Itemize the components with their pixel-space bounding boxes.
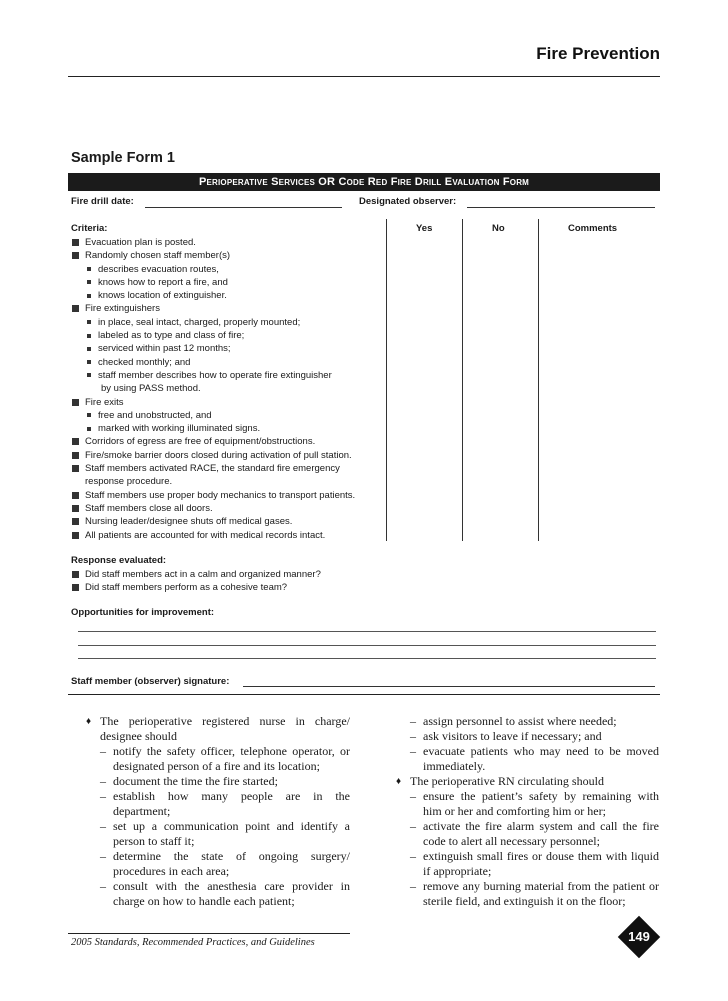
criteria-item: knows how to report a fire, and: [71, 276, 391, 289]
section-separator: [68, 694, 660, 695]
response-list: [71, 568, 321, 595]
criteria-item: All patients are accounted for with medical records intact.: [71, 529, 391, 542]
body-dash-item: – set up a communication point and identify a person to staff it;: [100, 819, 350, 848]
dash-marker-icon: –: [100, 744, 106, 758]
body-dash-item: – evacuate patients who may need to be moved immediately.: [410, 744, 659, 773]
criteria-item: staff member describes how to operate fire extinguisher: [71, 369, 391, 382]
criteria-item: checked monthly; and: [71, 356, 391, 369]
signature-field[interactable]: [243, 686, 655, 687]
criteria-item: in place, seal intact, charged, properly mounted;: [71, 316, 391, 329]
criteria-item: Nursing leader/designee shuts off medical gases.: [71, 515, 391, 528]
criteria-item: Staff members use proper body mechanics to transport patients.: [71, 489, 391, 502]
small-square-bullet-icon: [87, 280, 91, 284]
diamond-bullet-icon: ♦: [86, 716, 92, 727]
dash-marker-icon: –: [410, 729, 416, 743]
column-header-no: No: [492, 223, 505, 234]
body-dash-item: – notify the safety officer, telephone operator, or designated person of a fire and its location;: [100, 744, 350, 773]
criteria-item: Evacuation plan is posted.: [71, 236, 391, 249]
square-bullet-icon: [72, 305, 79, 312]
body-dash-item: – ensure the patient’s safety by remaining with him or her and comforting him or her;: [410, 789, 659, 818]
small-square-bullet-icon: [87, 267, 91, 271]
criteria-list: [71, 236, 391, 542]
footer-rule: [68, 933, 350, 934]
header-rule: [68, 76, 660, 77]
opportunities-label: Opportunities for improvement:: [71, 607, 215, 618]
square-bullet-icon: [72, 505, 79, 512]
square-bullet-icon: [72, 239, 79, 246]
square-bullet-icon: [72, 465, 79, 472]
body-dash-item: – extinguish small fires or douse them with liquid if appropriate;: [410, 849, 659, 878]
body-dash-item: – consult with the anesthesia care provider in charge on how to handle each patient;: [100, 879, 350, 908]
criteria-item: serviced within past 12 months;: [71, 342, 391, 355]
body-column-right: [396, 714, 659, 909]
body-dash-item: – document the time the fire started;: [100, 774, 278, 788]
fire-drill-date-field[interactable]: [145, 207, 342, 208]
body-dash-item: – ask visitors to leave if necessary; and: [410, 729, 602, 743]
footer-text: 2005 Standards, Recommended Practices, and Guidelines: [71, 937, 315, 948]
square-bullet-icon: [72, 584, 79, 591]
small-square-bullet-icon: [87, 294, 91, 298]
form-banner: Perioperative Services OR Code Red Fire Drill Evaluation Form: [68, 173, 660, 191]
signature-label: Staff member (observer) signature:: [71, 676, 230, 687]
opportunities-line-3[interactable]: [78, 658, 656, 659]
dash-marker-icon: –: [410, 849, 416, 863]
square-bullet-icon: [72, 438, 79, 445]
criteria-item: by using PASS method.: [101, 383, 201, 395]
dash-marker-icon: –: [410, 789, 416, 803]
opportunities-line-1[interactable]: [78, 631, 656, 632]
criteria-item: Corridors of egress are free of equipment/obstructions.: [71, 435, 391, 448]
dash-marker-icon: –: [410, 879, 416, 893]
response-item: Did staff members act in a calm and organized manner?: [71, 568, 321, 581]
body-bullet-item: ♦ The perioperative registered nurse in charge/ designee should: [86, 714, 350, 743]
criteria-item: response procedure.: [85, 476, 173, 488]
page-header-title: Fire Prevention: [536, 44, 660, 63]
dash-marker-icon: –: [410, 714, 416, 728]
criteria-label: Criteria:: [71, 223, 108, 234]
criteria-item: Randomly chosen staff member(s): [71, 249, 391, 262]
dash-marker-icon: –: [100, 879, 106, 893]
small-square-bullet-icon: [87, 334, 91, 338]
column-divider-2: [462, 219, 463, 541]
small-square-bullet-icon: [87, 347, 91, 351]
column-header-yes: Yes: [416, 223, 433, 234]
body-dash-item: – activate the fire alarm system and call the fire code to alert all necessary personnel;: [410, 819, 659, 848]
small-square-bullet-icon: [87, 360, 91, 364]
criteria-item: Fire extinguishers: [71, 302, 391, 315]
body-bullet-item: ♦ The perioperative RN circulating should: [396, 774, 604, 788]
response-evaluated-label: Response evaluated:: [71, 555, 167, 566]
criteria-item: Fire/smoke barrier doors closed during activation of pull station.: [71, 449, 391, 462]
fire-drill-date-label: Fire drill date:: [71, 196, 134, 207]
diamond-bullet-icon: ♦: [396, 776, 402, 787]
square-bullet-icon: [72, 518, 79, 525]
form-title: Sample Form 1: [71, 150, 175, 166]
square-bullet-icon: [72, 532, 79, 539]
body-column-left: [86, 714, 350, 909]
body-dash-item: – assign personnel to assist where needed;: [410, 714, 617, 728]
small-square-bullet-icon: [87, 320, 91, 324]
criteria-item: Staff members close all doors.: [71, 502, 391, 515]
square-bullet-icon: [72, 252, 79, 259]
body-dash-item: – establish how many people are in the department;: [100, 789, 350, 818]
criteria-item: describes evacuation routes,: [71, 263, 391, 276]
square-bullet-icon: [72, 452, 79, 459]
opportunities-line-2[interactable]: [78, 645, 656, 646]
designated-observer-label: Designated observer:: [359, 196, 457, 207]
criteria-item: labeled as to type and class of fire;: [71, 329, 391, 342]
small-square-bullet-icon: [87, 413, 91, 417]
column-divider-3: [538, 219, 539, 541]
square-bullet-icon: [72, 571, 79, 578]
criteria-item: free and unobstructed, and: [71, 409, 391, 422]
dash-marker-icon: –: [410, 744, 416, 758]
dash-marker-icon: –: [100, 774, 106, 788]
square-bullet-icon: [72, 399, 79, 406]
column-header-comments: Comments: [568, 223, 618, 234]
dash-marker-icon: –: [100, 849, 106, 863]
dash-marker-icon: –: [410, 819, 416, 833]
response-item: Did staff members perform as a cohesive team?: [71, 581, 321, 594]
page-number: 149: [628, 929, 650, 944]
criteria-item: Staff members activated RACE, the standard fire emergency: [71, 462, 391, 475]
dash-marker-icon: –: [100, 789, 106, 803]
dash-marker-icon: –: [100, 819, 106, 833]
small-square-bullet-icon: [87, 373, 91, 377]
small-square-bullet-icon: [87, 427, 91, 431]
criteria-item: knows location of extinguisher.: [71, 289, 391, 302]
square-bullet-icon: [72, 492, 79, 499]
criteria-item: marked with working illuminated signs.: [71, 422, 391, 435]
body-dash-item: – determine the state of ongoing surgery/ procedures in each area;: [100, 849, 350, 878]
body-dash-item: – remove any burning material from the patient or sterile field, and extinguish it on the floor;: [410, 879, 659, 908]
designated-observer-field[interactable]: [467, 207, 655, 208]
criteria-item: Fire exits: [71, 396, 391, 409]
